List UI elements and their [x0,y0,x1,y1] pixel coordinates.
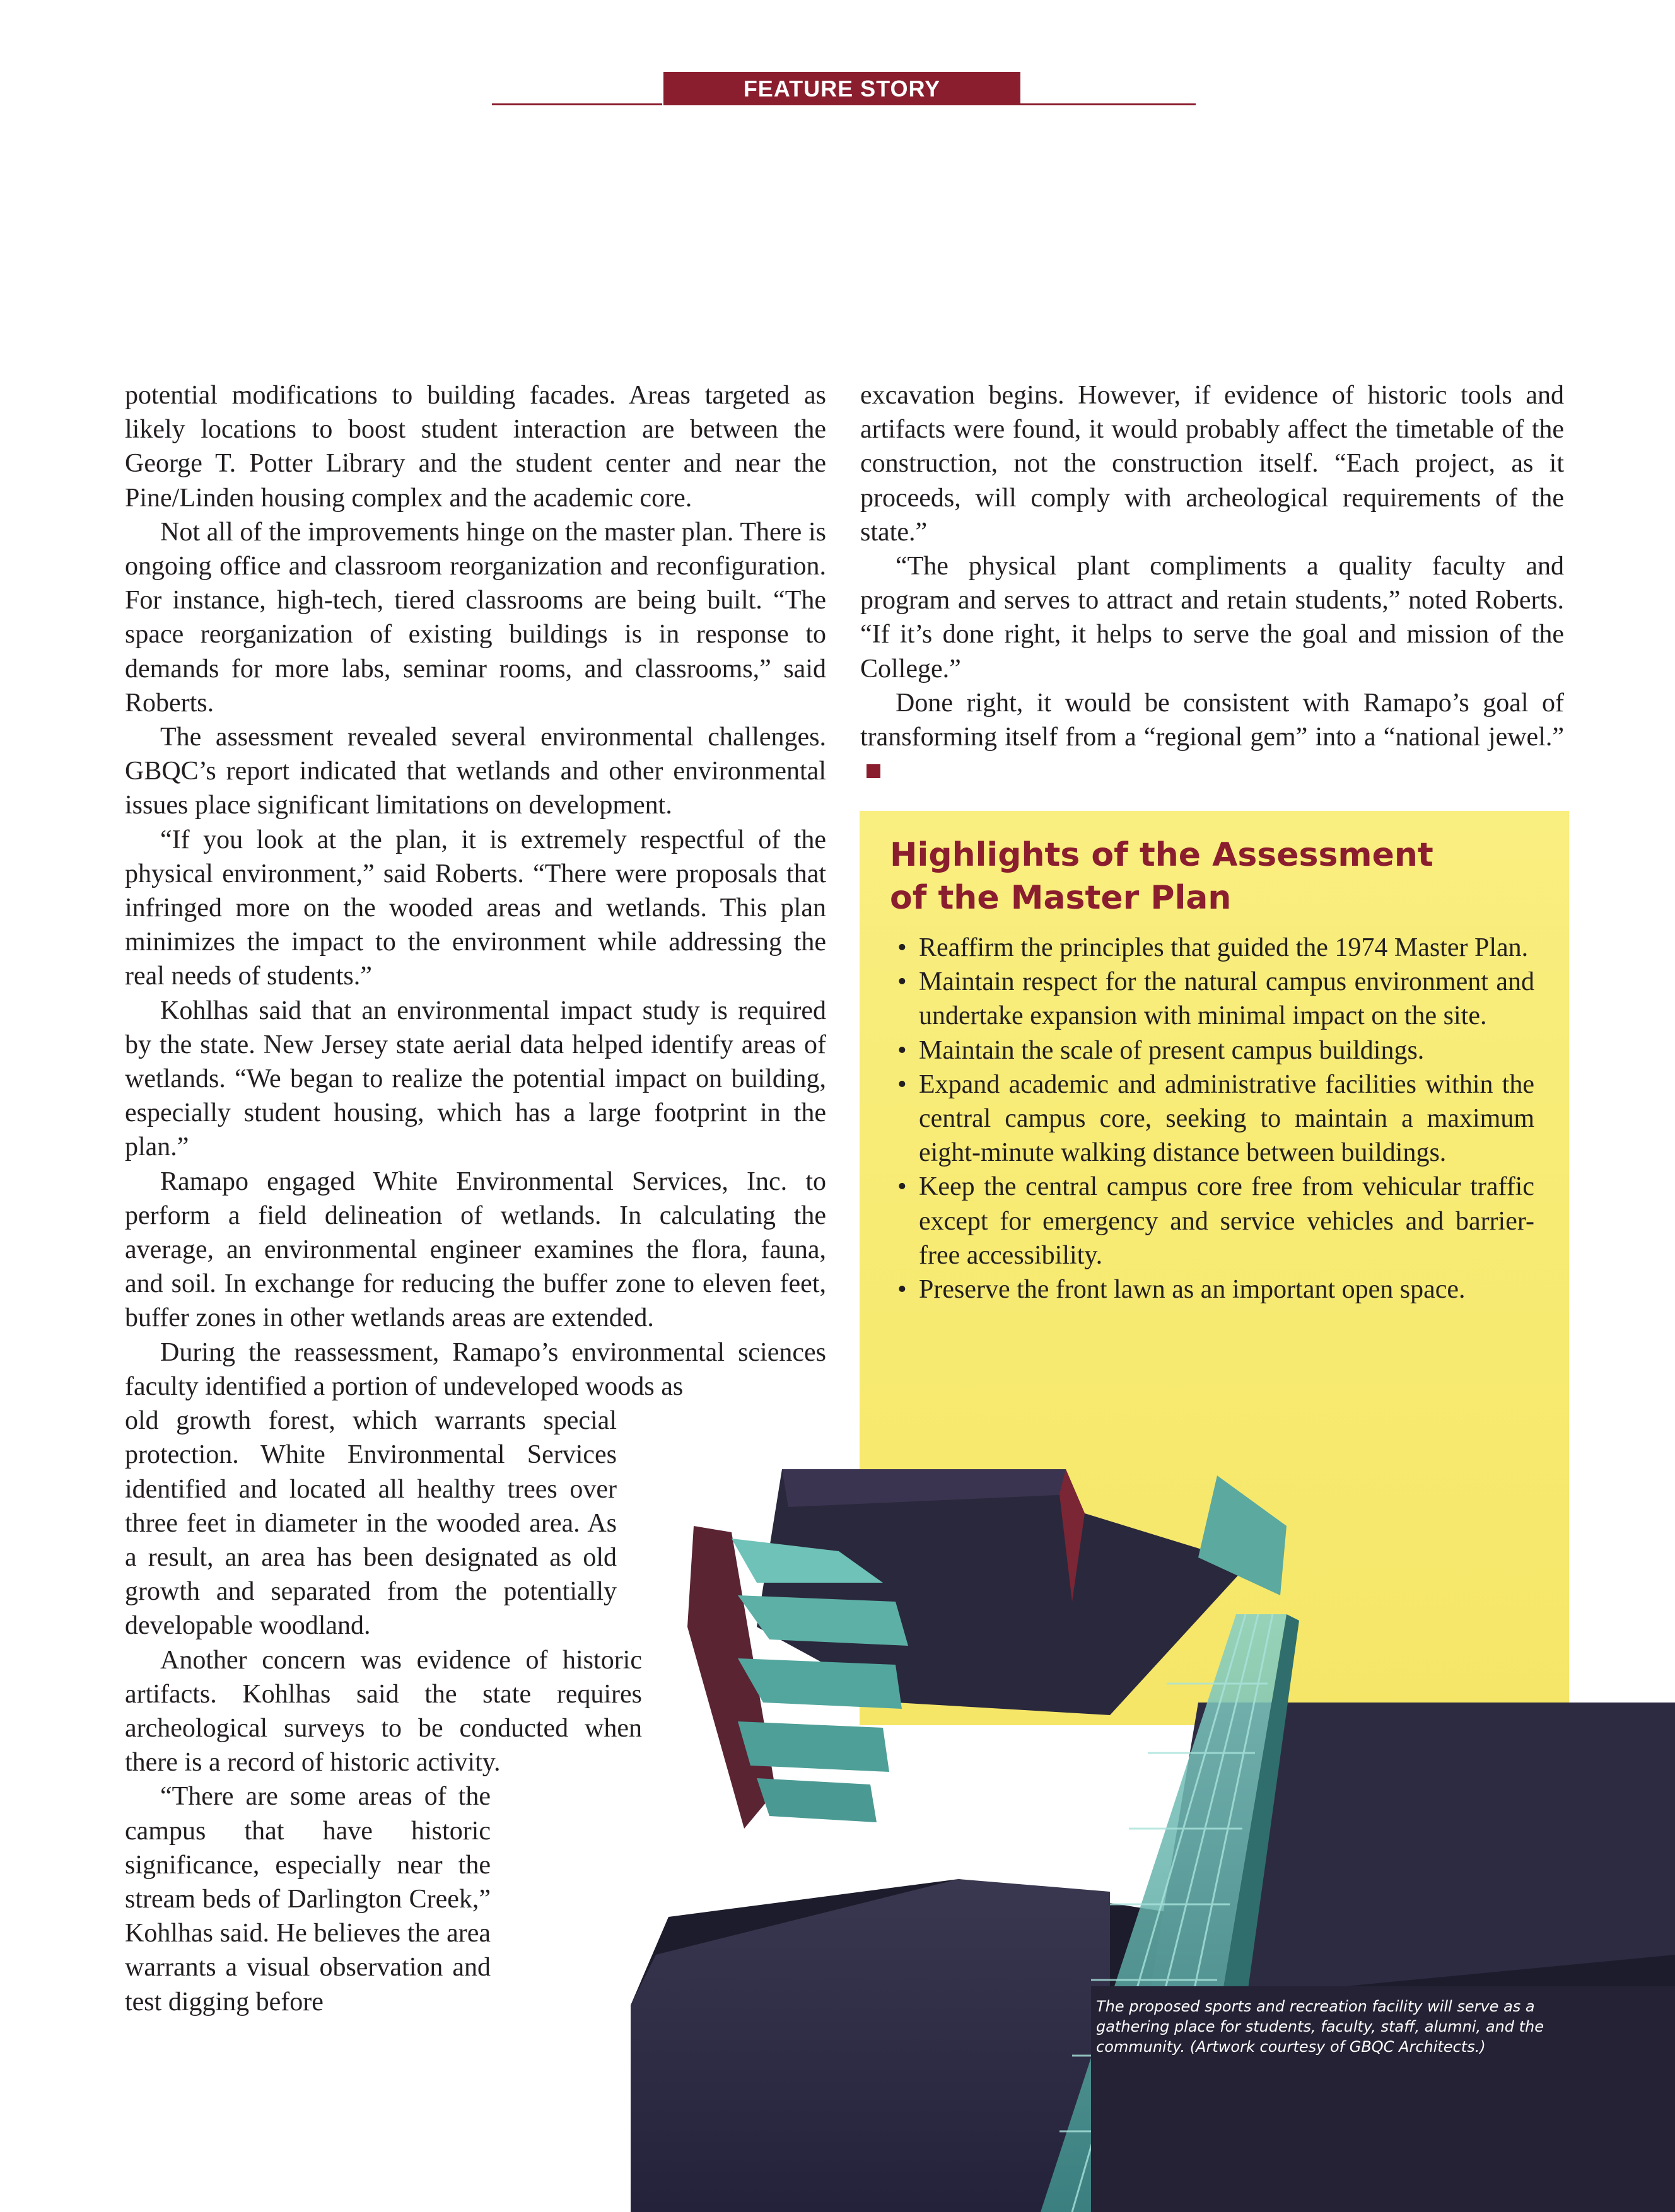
highlights-list [897,931,1534,1307]
closing-text: Done right, it would be consistent with Ramapo’s goal of transforming itself from a “regional gem” into a “national jewel.” [860,688,1564,752]
glass-roof [738,1658,902,1709]
body-paragraph: During the reassessment, Ramapo’s environmental sciences faculty identified a portion of undeveloped woods as [125,1337,826,1401]
body-paragraph: Ramapo engaged White Environmental Services, Inc. to perform a field delineation of wetlands. In calculating the average, an environmental engineer examines the flora, fauna, and soil. In exchange for reducing the buffer zone to eleven feet, buffer zones in other wetlands areas are extended. [125,1167,826,1333]
list-item [897,1170,1534,1272]
bullet: • [897,1035,907,1065]
sidebar-title-line: of the Master Plan [890,879,1232,917]
body-paragraph: excavation begins. However, if evidence of historic tools and artifacts were found, it would probably affect the timetable of the construction, not the construction itself. “Each project, as it proceeds, will comply with archeological requirements of the state.” [860,381,1564,547]
body-paragraph: Kohlhas said that an environmental impact study is required by the state. New Jersey state aerial data helped identify areas of wetlands. “We began to realize the potential impact on building, especially student housing, which has a large footprint in the plan.” [125,996,826,1162]
body-paragraph: “The physical plant compliments a quality faculty and program and serves to attract and retain students,” noted Roberts. “If it’s done right, it helps to serve the goal and mission of the College.” [860,552,1564,684]
list-item-text: Reaffirm the principles that guided the 1974 Master Plan. [919,933,1529,962]
header-rule-left [492,103,662,105]
sidebar-title [890,834,1520,919]
list-item-text: Keep the central campus core free from vehicular traffic except for emergency and service vehicles and barrier-free accessibility. [919,1172,1534,1270]
list-item [897,1068,1534,1170]
list-item-text: Expand academic and administrative facilities within the central campus core, seeking to maintain a maximum eight-minute walking distance between buildings. [919,1069,1534,1168]
bullet: • [897,967,907,997]
body-paragraph: “There are some areas of the campus that have historic significance, especially near the stream beds of Darlington Creek,” Kohlhas said. He believes the area warrants a visual observation and test digging before [125,1782,491,2017]
body-paragraph: Another concern was evidence of historic artifacts. Kohlhas said the state requires archeological surveys to be conducted when there is a record of historic activity. [125,1645,642,1778]
list-item-text: Preserve the front lawn as an important open space. [919,1275,1466,1305]
bullet: • [897,1172,907,1202]
glass-roof [757,1778,877,1822]
body-paragraph: potential modifications to building facades. Areas targeted as likely locations to boost student interaction are between the George T. Potter Library and the student center and near the Pine/Linden housing complex and the academic core. [125,381,826,513]
glass-roof [738,1595,908,1646]
body-paragraph: old growth forest, which warrants special protection. White Environmental Services identified and located all healthy trees over three feet in diameter in the wooded area. As a result, an area has been designated as old growth and separated from the potentially developable woodland. [125,1406,617,1641]
facility-rendering [631,1438,1675,2212]
list-item [897,1033,1534,1068]
body-paragraph: “If you look at the plan, it is extremely respectful of the physical environment,” said Roberts. “There were proposals that infringed more on the wooded areas and wetlands. This plan minimizes the impact to the environment while addressing the real needs of students.” [125,825,826,991]
bullet: • [897,1275,907,1305]
header-rule-right [1020,103,1196,105]
list-item [897,931,1534,965]
sidebar-title-line: Highlights of the Assessment [890,836,1433,874]
list-item [897,965,1534,1033]
glass-roof [738,1721,889,1772]
list-item-text: Maintain the scale of present campus buildings. [919,1035,1425,1065]
illustration-caption: The proposed sports and recreation facility will serve as a gathering place for students, faculty, staff, alumni, and the community. (Artwork courtesy of GBQC Architects.) [1096,1998,1544,2056]
body-paragraph: Not all of the improvements hinge on the master plan. There is ongoing office and classroom reorganization and reconfiguration. For instance, high-tech, tiered classrooms are being built. “The space reorganization of existing buildings is in response to demands for more labs, seminar rooms, and classrooms,” said Roberts. [125,517,826,718]
list-item [897,1272,1534,1307]
body-paragraph-last [860,686,1564,789]
section-label: FEATURE STORY [663,72,1020,105]
end-of-story-mark [867,764,880,778]
bullet: • [897,1069,907,1099]
right-column [860,378,1564,788]
body-paragraph: The assessment revealed several environmental challenges. GBQC’s report indicated that wetlands and other environmental issues place significant limitations on development. [125,723,826,820]
list-item-text: Maintain respect for the natural campus environment and undertake expansion with minimal impact on the site. [919,967,1534,1031]
bullet: • [897,933,907,962]
